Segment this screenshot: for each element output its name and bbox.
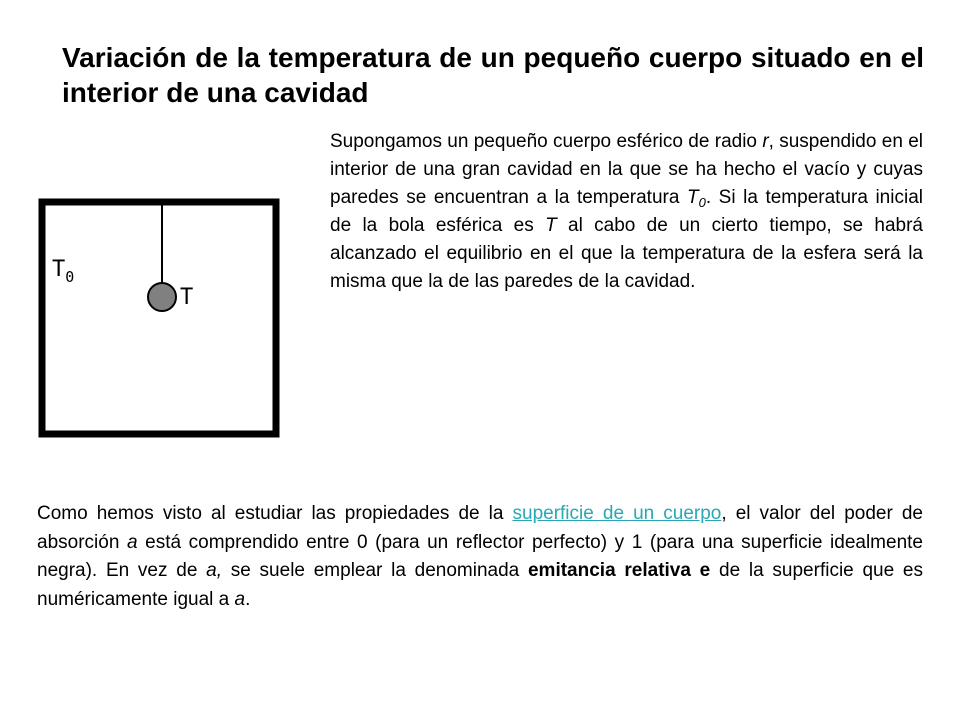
cavity-diagram (38, 198, 283, 440)
emittance-paragraph (37, 500, 923, 614)
text-fragment: . (245, 588, 251, 610)
surface-link[interactable]: superficie de un cuerpo (512, 503, 722, 524)
text-fragment: Como hemos visto al estudiar las propiedades de la (37, 503, 513, 524)
text-fragment: de la superficie que es numéricamente igual a (37, 560, 923, 610)
absorption-symbol: a (234, 588, 246, 610)
text-fragment: Supongamos un pequeño cuerpo esférico de radio (330, 131, 763, 152)
text-fragment: se suele emplear la denominada (222, 560, 528, 581)
text-fragment: , suspendido en el interior de una gran cavidad en la que se ha hecho el vacío y cuyas paredes se encuentran a la temperatura (330, 131, 923, 208)
emittance-term: emitancia relativa e (527, 560, 711, 581)
wall-temperature-label: $T_0$ (52, 257, 75, 286)
sphere-temperature-label: T (180, 285, 194, 310)
text-fragment: al cabo de un cierto tiempo, se habrá alcanzado el equilibrio en el que la temperatura de la esfera será la misma que la de las paredes de la cavidad. (330, 215, 923, 292)
wall-temperature-symbol: T (686, 187, 699, 208)
radius-symbol: r (762, 131, 769, 152)
text-fragment: está comprendido entre 0 (para un reflector perfecto) y 1 (para una superficie idealmente negra). En vez de (37, 531, 923, 581)
page-title: Variación de la temperatura de un pequeño cuerpo situado en el interior de una cavidad (62, 42, 924, 108)
intro-paragraph (330, 128, 923, 296)
cavity-walls (42, 202, 276, 434)
sphere-body (148, 283, 176, 311)
absorption-symbol: a (126, 531, 138, 553)
text-fragment: . Si la temperatura inicial de la bola esférica es (330, 187, 923, 236)
text-fragment: , el valor del poder de absorción (37, 503, 923, 553)
wall-temperature-subscript: 0 (698, 195, 706, 210)
absorption-symbol: a, (206, 560, 222, 581)
temperature-symbol: T (545, 215, 557, 236)
